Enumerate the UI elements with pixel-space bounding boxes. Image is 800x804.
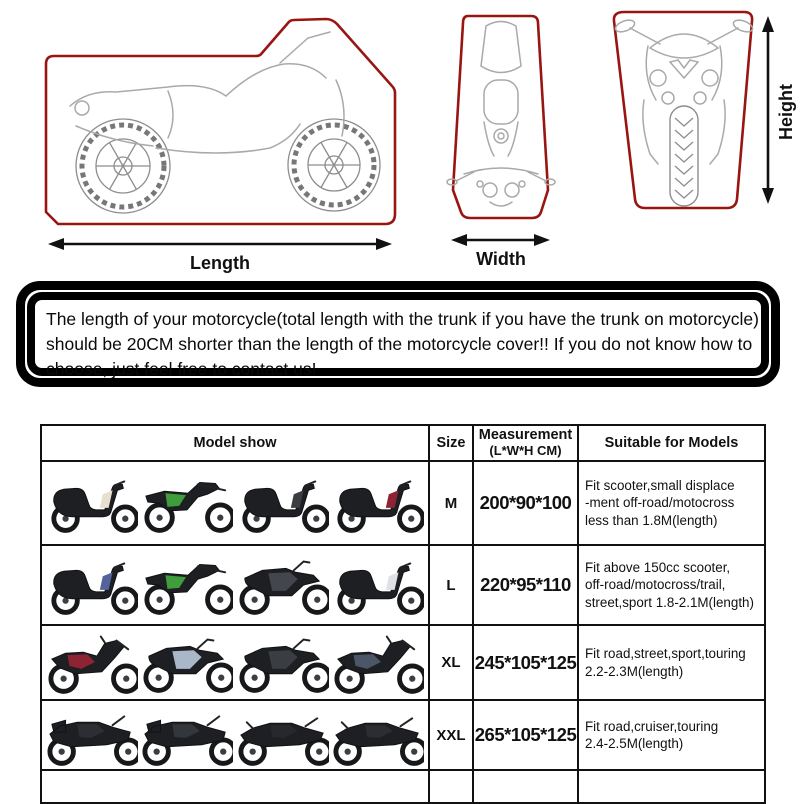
partial-row-model [42,771,430,802]
dark-adventure-tourer-thumbnail [332,632,424,694]
length-arrow [48,238,392,250]
motorcycle-frontview-sketch [614,18,754,206]
black-cruiser-thumbnail [332,704,424,766]
suitable-row-l: Fit above 150cc scooter, off-road/motocross/trail, street,sport 1.8-2.1M(length) [579,546,764,626]
red-black-scooter-thumbnail [332,472,424,534]
model-show-row-l [42,546,430,626]
height-label: Height [776,84,796,140]
length-label: Length [190,253,250,273]
height-arrow [762,16,774,204]
red-black-adventure-bike-thumbnail [46,632,138,694]
top-view-cover-diagram [428,4,573,268]
black-bagger-tourer-thumbnail [46,704,138,766]
green-dirt-bike-thumbnail [141,554,233,616]
notice-box [16,281,780,387]
suitable-row-xl: Fit road,street,sport,touring 2.2-2.3M(length) [579,626,764,701]
measurement-row-xl: 245*105*125 [474,626,579,701]
model-show-row-m [42,462,430,546]
size-row-xl: XL [430,626,474,701]
front-view-cover-diagram [598,4,800,232]
size-row-l: L [430,546,474,626]
black-sport-tourer-thumbnail [141,704,233,766]
notice-box-inner [27,292,769,379]
notice-text-line-1: The length of your motorcycle(total length with the trunk if you have the trunk on motorcycle) [46,309,759,329]
black-naked-bike-thumbnail [237,632,329,694]
size-row-m: M [430,462,474,546]
cover-outline-front [614,12,752,208]
partial-row-measurement [474,771,579,802]
cover-outline-top [453,16,548,218]
size-table [40,424,766,804]
header-measurement-line2: (L*W*H CM) [489,442,562,458]
white-maxi-scooter-thumbnail [332,554,424,616]
suitable-row-xxl: Fit road,cruiser,touring 2.4-2.5M(length) [579,701,764,771]
black-sport-bike-thumbnail [237,554,329,616]
size-row-xxl: XXL [430,701,474,771]
green-dirt-bike-thumbnail [141,472,233,534]
width-label: Width [476,249,526,268]
model-show-row-xl [42,626,430,701]
model-show-row-xxl [42,701,430,771]
header-size: Size [430,426,474,462]
header-measurement [474,426,579,462]
silver-blue-sport-bike-thumbnail [141,632,233,694]
measurement-row-l: 220*95*110 [474,546,579,626]
black-cruiser-thumbnail [237,704,329,766]
partial-row-size [430,771,474,802]
width-arrow [451,234,550,246]
measurement-row-m: 200*90*100 [474,462,579,546]
measurement-row-xxl: 265*105*125 [474,701,579,771]
blue-white-maxi-scooter-thumbnail [46,554,138,616]
side-view-cover-diagram [18,6,422,274]
notice-text-line-2: should be 20CM shorter than the length of the motorcycle cover!! If you do not know how to [46,333,753,354]
partial-row-suitable [579,771,764,802]
cream-scooter-thumbnail [46,472,138,534]
black-scooter-thumbnail [237,472,329,534]
header-model-show: Model show [42,426,430,462]
header-measurement-line1: Measurement [478,427,573,444]
cover-outline-side [46,19,395,224]
front-wheel-sketch [288,119,380,211]
rear-wheel-sketch [76,119,170,213]
header-suitable: Suitable for Models [579,426,764,462]
suitable-row-m: Fit scooter,small displace -ment off-road/motocross less than 1.8M(length) [579,462,764,546]
motorcycle-body-sketch [70,32,344,153]
notice-text-line-3: choose, just feel free to contact us! [46,358,317,379]
